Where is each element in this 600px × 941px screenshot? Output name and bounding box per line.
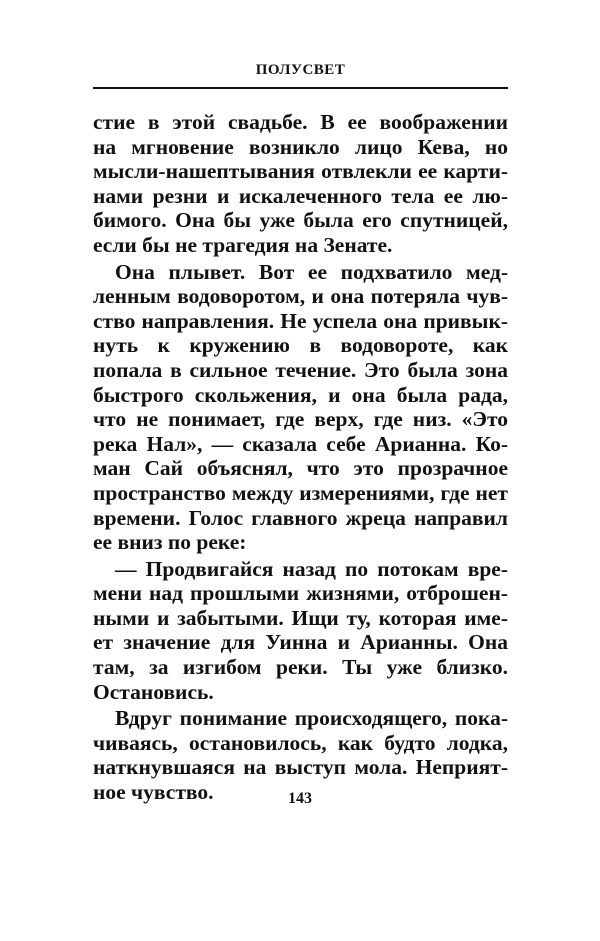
text-line: бимого. Она бы уже была его спутницей, — [93, 208, 508, 233]
text-line: стие в этой свадьбе. В ее воображении — [93, 110, 508, 134]
text-line: ман Сай объяснял, что это прозрачное — [93, 456, 508, 481]
text-line: наткнувшаяся на выступ мола. Неприят- — [93, 755, 508, 780]
paragraph — [93, 260, 508, 555]
paragraph — [93, 557, 508, 705]
paragraph — [93, 110, 508, 258]
header-rule — [93, 87, 508, 89]
text-line: быстрого скольжения, и она была рада, — [93, 382, 508, 407]
text-line: река Нал», — сказала себе Арианна. Ко- — [93, 431, 508, 456]
text-line: попала в сильное течение. Это была зона — [93, 357, 508, 382]
text-line: нуть к кружению в водовороте, как — [93, 333, 508, 358]
text-line: Остановись. — [93, 679, 214, 704]
page-number: 143 — [288, 790, 312, 807]
text-line: Она плывет. Вот ее подхватило мед- — [115, 259, 508, 284]
text-line: — Продвигайся назад по потокам вре- — [115, 556, 508, 581]
text-line: на мгновение возникло лицо Кева, но — [93, 134, 508, 159]
text-line: что не понимает, где верх, где низ. «Это — [93, 407, 508, 432]
text-line: там, за изгибом реки. Ты уже близко. — [93, 655, 508, 680]
text-line: ленным водоворотом, и она потеряла чув- — [93, 284, 508, 309]
text-line: ство направления. Не успела она привык- — [93, 308, 508, 333]
body-text — [93, 110, 508, 807]
text-line: мысли-нашептывания отвлекли ее карти- — [93, 159, 508, 184]
text-line: ными и забытыми. Ищи ту, которая име- — [93, 605, 508, 630]
text-line: нами резни и искалеченного тела ее лю- — [93, 183, 508, 208]
text-line: чиваясь, остановилось, как будто лодка, — [93, 730, 508, 755]
text-line: времени. Голос главного жреца направил — [93, 505, 508, 530]
text-line: ное чувство. — [93, 780, 214, 805]
running-header: ПОЛУСВЕТ — [255, 62, 346, 78]
text-line: мени над прошлыми жизнями, отброшен- — [93, 581, 508, 606]
text-line: пространство между измерениями, где нет — [93, 480, 508, 505]
text-line: Вдруг понимание происходящего, пока- — [115, 706, 508, 731]
text-line: ет значение для Уинна и Арианны. Она — [93, 630, 508, 655]
text-line: ее вниз по реке: — [93, 530, 247, 555]
text-line: если бы не трагедия на Зенате. — [93, 232, 393, 257]
